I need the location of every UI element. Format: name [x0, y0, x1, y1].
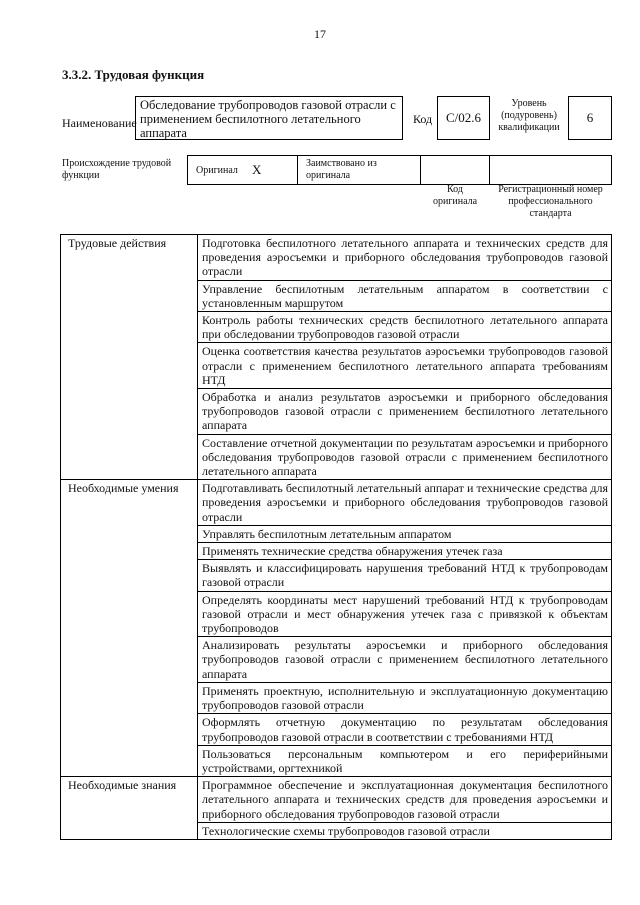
- item-cell: Контроль работы технических средств беспилотного летательного аппарата при обследовании трубопроводов газовой отрасли: [198, 312, 612, 343]
- table-row: [61, 591, 612, 637]
- category-cell: [61, 714, 198, 745]
- category-cell: [61, 560, 198, 591]
- category-cell: [61, 434, 198, 480]
- level-label-line: (подуровень): [501, 110, 557, 121]
- function-name: Обследование трубопроводов газовой отрасли с применением беспилотного летательного аппарата: [140, 98, 396, 140]
- level-value-box: [568, 96, 612, 140]
- category-cell: [61, 591, 198, 637]
- code-label: Код: [413, 112, 433, 126]
- borrowed-label-line: Заимствовано из: [306, 158, 377, 169]
- category-cell: [61, 637, 198, 683]
- category-cell: [61, 312, 198, 343]
- table-row: [61, 714, 612, 745]
- function-details-table: [60, 234, 612, 840]
- level-label: [493, 98, 565, 134]
- category-cell: [61, 745, 198, 776]
- category-cell: Необходимые умения: [61, 480, 198, 526]
- page-number: 17: [314, 27, 326, 41]
- item-cell: Подготавливать беспилотный летательный аппарат и технические средства для проведения аэросъемки и приборного обследования трубопроводов газовой отрасли: [198, 480, 612, 526]
- level-label-line: квалификации: [498, 122, 560, 133]
- registration-caption-line: Регистрационный номер: [498, 184, 603, 195]
- code-value: С/02.6: [445, 110, 482, 125]
- category-cell: [61, 389, 198, 435]
- item-cell: Управлять беспилотным летательным аппаратом: [198, 525, 612, 542]
- category-cell: Необходимые знания: [61, 777, 198, 823]
- code-caption-line: оригинала: [432, 196, 478, 207]
- category-cell: [61, 343, 198, 389]
- origin-label-line: функции: [62, 170, 100, 181]
- original-label: Оригинал: [196, 165, 238, 176]
- borrowed-label: [306, 158, 377, 182]
- table-row: [61, 777, 612, 823]
- item-cell: Составление отчетной документации по результатам аэросъемки и приборного обследования трубопроводов газовой отрасли с применением беспилотного летательного аппарата: [198, 434, 612, 480]
- function-name-box: [135, 96, 403, 140]
- level-value: 6: [586, 110, 594, 125]
- item-cell: Подготовка беспилотного летательного аппарата и технических средств для проведения аэросъемки и приборного обследования трубопроводов газовой отрасли: [198, 235, 612, 281]
- table-row: [61, 343, 612, 389]
- table-row: [61, 235, 612, 281]
- item-cell: Выявлять и классифицировать нарушения требований НТД к трубопроводам газовой отрасли: [198, 560, 612, 591]
- registration-caption-line: стандарта: [529, 208, 572, 219]
- item-cell: Оформлять отчетную документацию по результатам обследования трубопроводов газовой отрасли в соответствии с требованиями НТД: [198, 714, 612, 745]
- original-mark: X: [252, 162, 262, 177]
- code-caption: [420, 184, 490, 208]
- category-cell: [61, 822, 198, 839]
- section-title: 3.3.2. Трудовая функция: [62, 67, 205, 82]
- table-row: [61, 434, 612, 480]
- item-cell: Оценка соответствия качества результатов аэросъемки трубопроводов газовой отрасли с применением беспилотного летательного аппарата требованиям НТД: [198, 343, 612, 389]
- code-value-box: [437, 96, 490, 140]
- item-cell: Определять координаты мест нарушений требований НТД к трубопроводам газовой отрасли и мест обнаружения утечек газа с привязкой к объектам трубопроводов: [198, 591, 612, 637]
- name-label: Наименование: [62, 116, 137, 130]
- item-cell: Применять проектную, исполнительную и эксплуатационную документацию трубопроводов газовой отрасли: [198, 682, 612, 713]
- level-label-line: Уровень: [511, 98, 547, 109]
- item-cell: Обработка и анализ результатов аэросъемки и приборного обследования трубопроводов газовой отрасли с применением беспилотного летательного аппарата: [198, 389, 612, 435]
- category-cell: [61, 682, 198, 713]
- borrowed-cell: [297, 155, 421, 185]
- table-row: [61, 543, 612, 560]
- item-cell: Анализировать результаты аэросъемки и приборного обследования трубопроводов газовой отрасли с применением беспилотного летательного аппарата: [198, 637, 612, 683]
- category-cell: [61, 543, 198, 560]
- item-cell: Технологические схемы трубопроводов газовой отрасли: [198, 822, 612, 839]
- table-row: [61, 480, 612, 526]
- registration-caption: [489, 184, 612, 220]
- category-cell: Трудовые действия: [61, 235, 198, 281]
- origin-label-line: Происхождение трудовой: [62, 158, 172, 169]
- category-cell: [61, 280, 198, 311]
- table-row: [61, 682, 612, 713]
- registration-caption-line: профессионального: [508, 196, 593, 207]
- table-row: [61, 560, 612, 591]
- table-row: [61, 822, 612, 839]
- registration-number-cell: [489, 155, 612, 185]
- item-cell: Управление беспилотным летательным аппаратом в соответствии с установленным маршрутом: [198, 280, 612, 311]
- item-cell: Программное обеспечение и эксплуатационная документация беспилотного летательного аппарата и технических средств для проведения аэросъемки и приборного обследования трубопроводов газовой отрасли: [198, 777, 612, 823]
- table-row: [61, 389, 612, 435]
- code-caption-line: Код: [447, 184, 463, 195]
- table-row: [61, 280, 612, 311]
- origin-label: [62, 158, 171, 182]
- borrowed-label-line: оригинала: [306, 170, 351, 181]
- table-row: [61, 637, 612, 683]
- category-cell: [61, 525, 198, 542]
- table-row: [61, 745, 612, 776]
- original-code-cell: [420, 155, 490, 185]
- original-cell: [187, 155, 298, 185]
- item-cell: Пользоваться персональным компьютером и его периферийными устройствами, оргтехникой: [198, 745, 612, 776]
- table-row: [61, 525, 612, 542]
- item-cell: Применять технические средства обнаружения утечек газа: [198, 543, 612, 560]
- table-row: [61, 312, 612, 343]
